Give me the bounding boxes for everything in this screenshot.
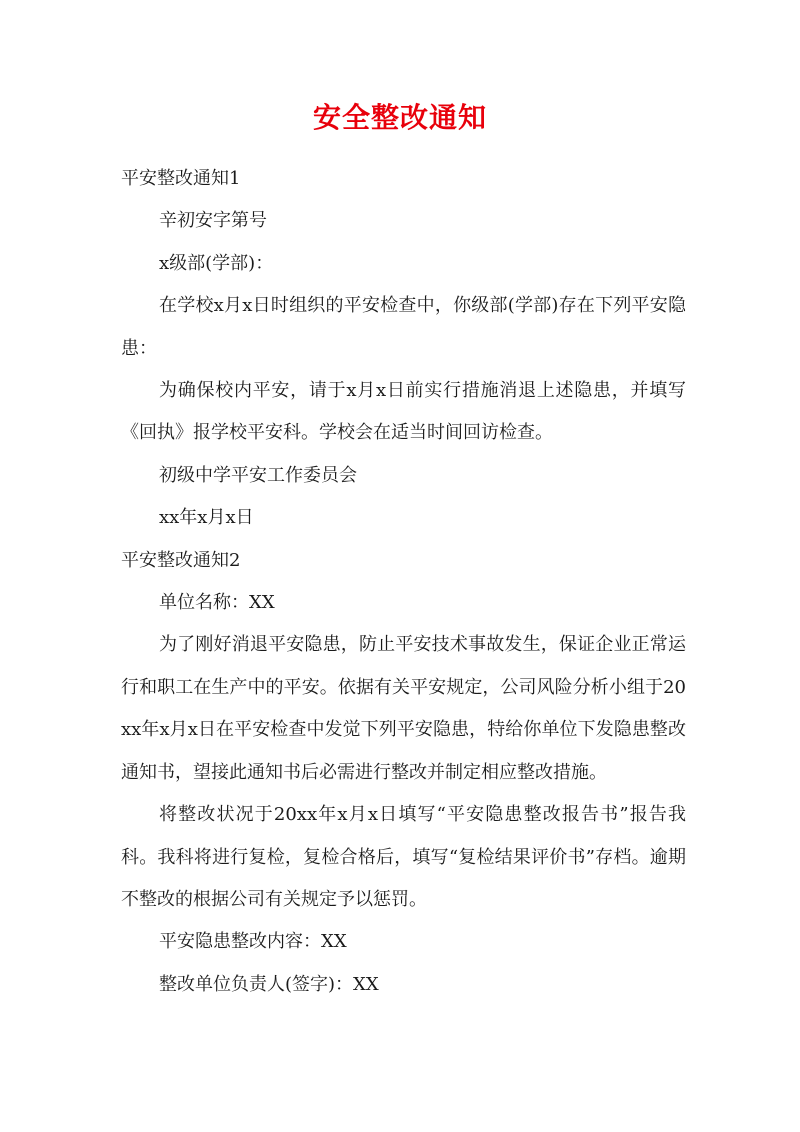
responsible-person-signature: 整改单位负责人(签字)：XX: [159, 973, 379, 995]
body-paragraph: 在学校x月x日时组织的平安检查中，你级部(学部)存在下列平安隐患：: [121, 295, 686, 359]
section-heading-notice-2: 平安整改通知2: [121, 549, 241, 571]
document-title: 安全整改通知: [312, 101, 487, 134]
issuer-signature: 初级中学平安工作委员会: [159, 464, 357, 486]
rectification-content: 平安隐患整改内容：XX: [159, 931, 347, 953]
body-paragraph: 为确保校内平安，请于x月x日前实行措施消退上述隐患，并填写《回执》报学校平安科。学校会在适当时间回访检查。: [121, 380, 686, 444]
body-paragraph: 为了刚好消退平安隐患，防止平安技术事故发生，保证企业正常运行和职工在生产中的平安。依据有关平安规定，公司风险分析小组于20xx年x月x日在平安检查中发觉下列平安隐患，特给你单位下发隐患整改通知书，望接此通知书后必需进行整改并制定相应整改措施。: [121, 634, 686, 783]
document-body: [121, 158, 686, 1006]
unit-name: 单位名称：XX: [159, 592, 275, 614]
body-paragraph: 将整改状况于20xx年x月x日填写“平安隐患整改报告书”报告我科。我科将进行复检，复检合格后，填写“复检结果评价书”存档。逾期不整改的根据公司有关规定予以惩罚。: [121, 804, 686, 910]
document-number: 辛初安字第号: [159, 210, 267, 232]
section-heading-notice-1: 平安整改通知1: [121, 168, 241, 189]
addressee: x级部(学部)：: [159, 252, 274, 274]
issue-date: xx年x月x日: [159, 507, 254, 529]
